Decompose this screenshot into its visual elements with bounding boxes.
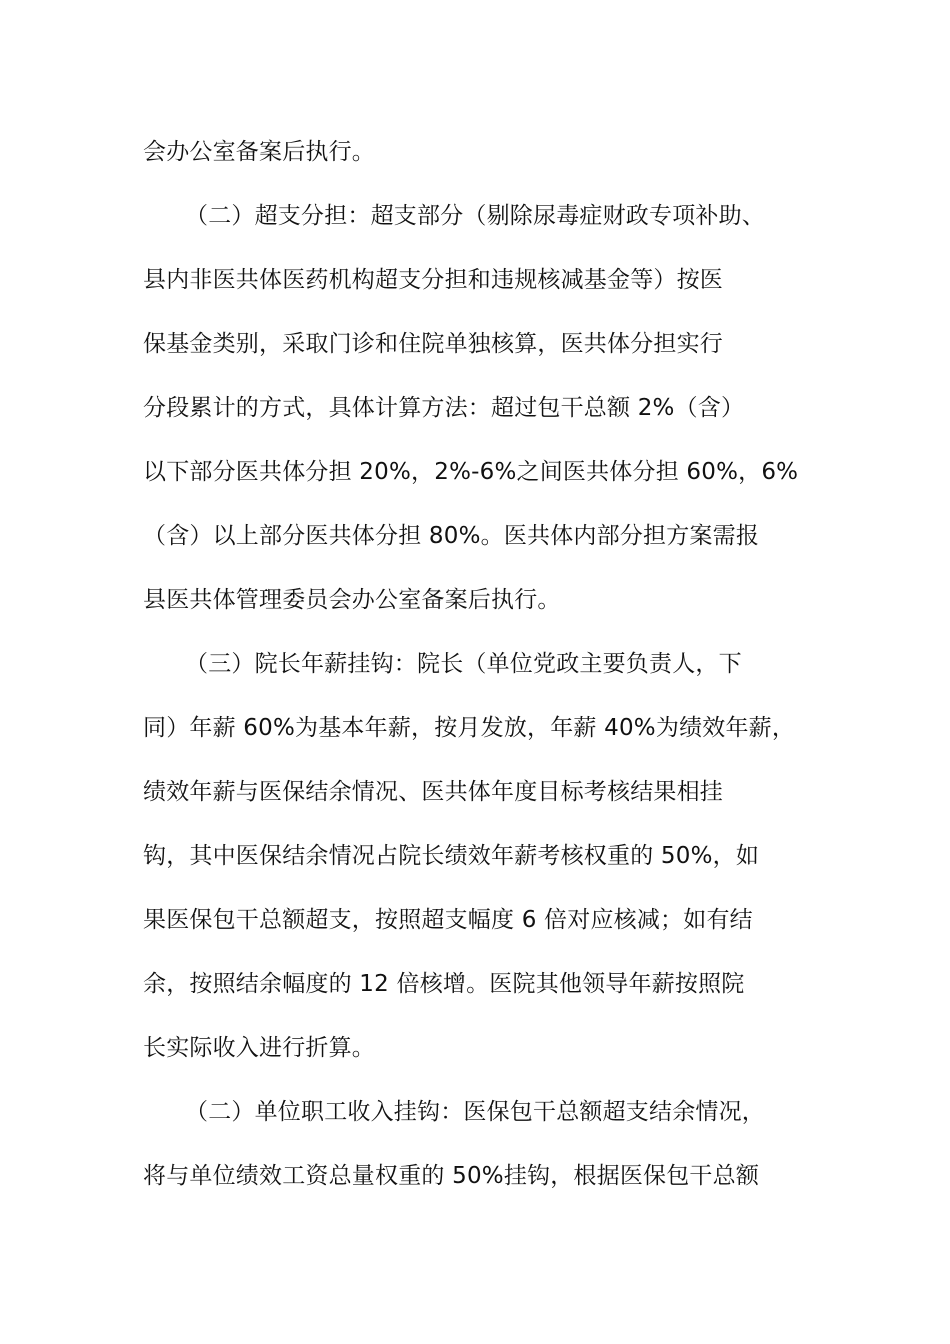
text-line: 分段累计的方式，具体计算方法：超过包干总额 2%（含） [143, 395, 745, 421]
text-line: 长实际收入进行折算。 [143, 1035, 375, 1061]
text-line: 余，按照结余幅度的 12 倍核增。医院其他领导年薪按照院 [143, 971, 745, 997]
text-line: 绩效年薪与医保结余情况、医共体年度目标考核结果相挂 [143, 779, 723, 805]
text-line: 同）年薪 60%为基本年薪，按月发放，年薪 40%为绩效年薪， [143, 715, 796, 741]
paragraph-heading-line: （二）单位职工收入挂钩：医保包干总额超支结余情况， [185, 1099, 765, 1125]
text-line: 以下部分医共体分担 20%，2%-6%之间医共体分担 60%，6% [143, 459, 799, 485]
text-line: （含）以上部分医共体分担 80%。医共体内部分担方案需报 [143, 523, 760, 549]
text-line: 钩，其中医保结余情况占院长绩效年薪考核权重的 50%，如 [143, 843, 760, 869]
text-line: 县内非医共体医药机构超支分担和违规核减基金等）按医 [143, 267, 723, 293]
text-line: 保基金类别，采取门诊和住院单独核算，医共体分担实行 [143, 331, 723, 357]
paragraph-heading-line: （三）院长年薪挂钩：院长（单位党政主要负责人，下 [185, 651, 742, 677]
paragraph-heading-line: （二）超支分担：超支部分（剔除尿毒症财政专项补助、 [185, 203, 765, 229]
text-line: 会办公室备案后执行。 [143, 139, 375, 165]
text-line: 县医共体管理委员会办公室备案后执行。 [143, 587, 561, 613]
text-line: 将与单位绩效工资总量权重的 50%挂钩，根据医保包干总额 [143, 1163, 760, 1189]
text-line: 果医保包干总额超支，按照超支幅度 6 倍对应核减；如有结 [143, 907, 753, 933]
